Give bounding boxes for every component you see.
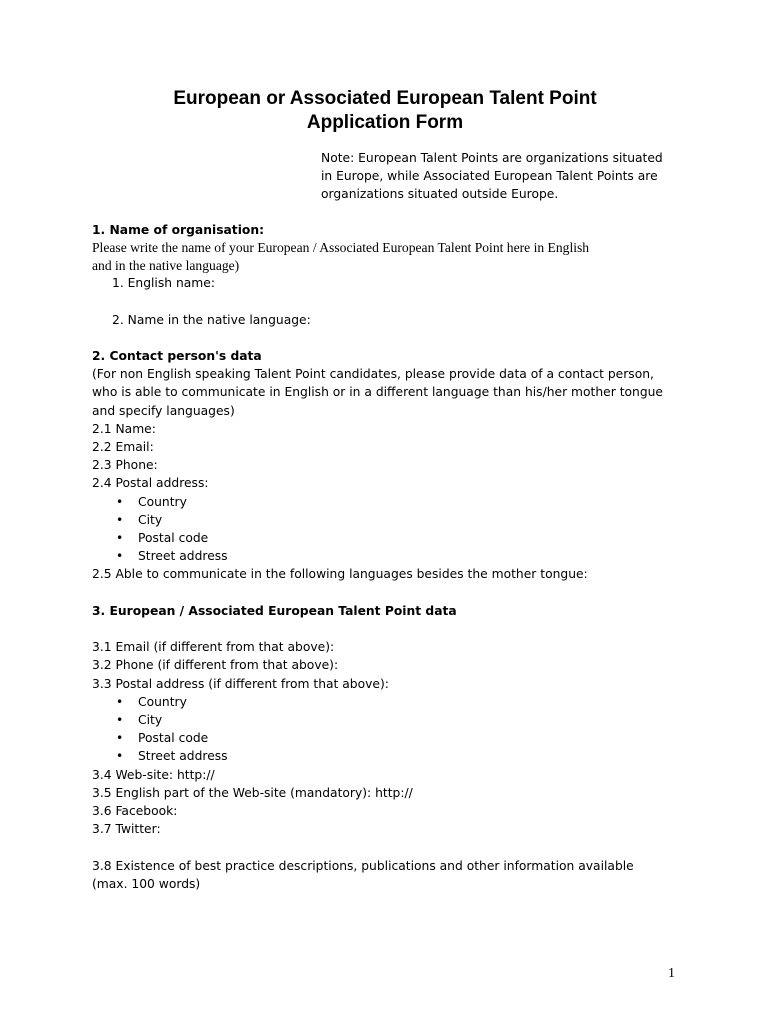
note-block <box>321 149 701 203</box>
bullet-icon: • <box>116 731 124 746</box>
contact-phone-field: 2.3 Phone: <box>92 458 158 473</box>
bullet-icon: • <box>116 494 124 509</box>
section1-heading: 1. Name of organisation: <box>92 223 265 237</box>
section2-description: and specify languages) <box>92 403 235 418</box>
bullet-icon: • <box>116 531 124 546</box>
list-item: • Street address <box>92 747 692 765</box>
languages-field: 2.5 Able to communicate in the following languages besides the mother tongue: <box>92 567 588 582</box>
org-phone-field: 3.2 Phone (if different from that above): <box>92 658 339 673</box>
native-name-field: 2. Name in the native language: <box>112 312 311 327</box>
section2-description: who is able to communicate in English or in a different language than his/her mother tongue <box>92 385 664 400</box>
contact-name-field: 2.1 Name: <box>92 421 156 436</box>
bullet-icon: • <box>116 749 124 764</box>
website-field: 3.4 Web-site: http:// <box>92 767 215 782</box>
note-line: Note: European Talent Points are organizations situated <box>321 151 663 165</box>
section2-heading: 2. Contact person's data <box>92 348 262 363</box>
section3-heading: 3. European / Associated European Talent Point data <box>92 603 457 618</box>
bullet-icon: • <box>116 713 124 728</box>
english-name-field: 1. English name: <box>112 276 215 291</box>
form-title-line2: Application Form <box>306 112 464 133</box>
list-item: • Postal code <box>92 729 692 747</box>
english-website-field: 3.5 English part of the Web-site (mandatory): http:// <box>92 785 413 800</box>
page-number: 1 <box>668 966 675 981</box>
list-item: • Country <box>92 693 692 711</box>
list-item: • Country <box>92 493 692 511</box>
twitter-field: 3.7 Twitter: <box>92 822 161 837</box>
list-item: • City <box>92 711 692 729</box>
bullet-icon: • <box>116 549 124 564</box>
list-item: • Street address <box>92 547 692 565</box>
best-practice-field: 3.8 Existence of best practice descriptions, publications and other information available <box>92 858 634 873</box>
org-postal-field: 3.3 Postal address (if different from that above): <box>92 676 389 691</box>
note-line: organizations situated outside Europe. <box>321 187 559 201</box>
note-line: in Europe, while Associated European Talent Points are <box>321 169 658 183</box>
org-address-list <box>92 693 692 766</box>
facebook-field: 3.6 Facebook: <box>92 804 178 819</box>
section1-instruction: Please write the name of your European / Associated European Talent Point here in English <box>92 240 590 256</box>
section2-description: (For non English speaking Talent Point candidates, please provide data of a contact person, <box>92 367 654 382</box>
bullet-icon: • <box>116 512 124 527</box>
contact-address-list <box>92 493 692 566</box>
best-practice-field: (max. 100 words) <box>92 876 201 891</box>
list-item: • Postal code <box>92 529 692 547</box>
form-body <box>92 221 692 893</box>
contact-email-field: 2.2 Email: <box>92 440 154 454</box>
form-title-line1: European or Associated European Talent Point <box>173 88 597 109</box>
section1-instruction: and in the native language) <box>92 257 240 273</box>
bullet-icon: • <box>116 694 124 709</box>
org-email-field: 3.1 Email (if different from that above): <box>92 640 335 655</box>
contact-postal-field: 2.4 Postal address: <box>92 476 209 491</box>
list-item: • City <box>92 511 692 529</box>
